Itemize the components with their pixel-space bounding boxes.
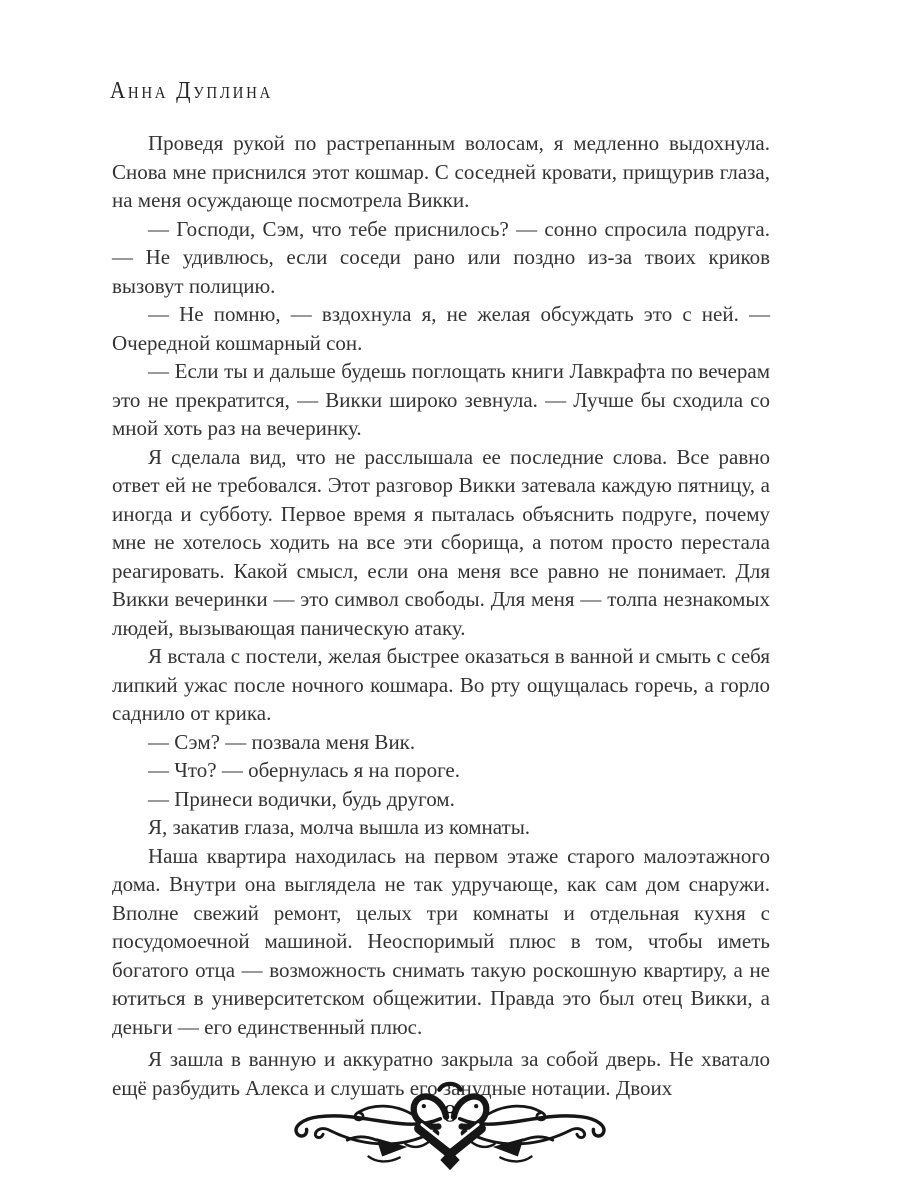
paragraph: — Если ты и дальше будешь поглощать книги Лавкрафта по вечерам это не прекратится, — Викки широко зевнула. — Лучше бы сходила со мной хоть раз на вечеринку.: [112, 359, 770, 440]
paragraph: Я встала с постели, желая быстрее оказаться в ванной и смыть с себя липкий ужас после ночного кошмара. Во рту ощущалась горечь, а горло саднило от крика.: [112, 644, 770, 725]
paragraph: — Господи, Сэм, что тебе приснилось? — сонно спросила подруга. — Не удивлюсь, если соседи рано или поздно из-за твоих криков вызовут полицию.: [112, 216, 770, 298]
page-number: 8: [443, 1100, 457, 1128]
flourish-divider-icon: [285, 1080, 615, 1174]
paragraph: Я сделала вид, что не расслышала ее последние слова. Все равно ответ ей не требовался. Этот разговор Викки затевала каждую пятницу, а иногда и субботу. Первое время я пыталась объяснить подруге, почему мне не хотелось ходить на все эти сборища, а потом просто перестала реагировать. Какой смысл, если она меня все равно не понимает. Для Викки вечеринки — это символ свободы. Для меня — толпа незнакомых людей, вызывающая паническую атаку.: [112, 444, 770, 640]
paragraph: — Не помню, — вздохнула я, не желая обсуждать это с ней. — Очередной кошмарный сон.: [112, 302, 770, 355]
paragraph: — Сэм? — позвала меня Вик.: [148, 729, 416, 754]
author-header: Анна Дуплина: [110, 78, 273, 104]
paragraph: Я, закатив глаза, молча вышла из комнаты.: [148, 815, 531, 839]
paragraph: Наша квартира находилась на первом этаже старого малоэтажного дома. Внутри она выглядела не так удручающе, как сам дом снаружи. Вполне свежий ремонт, целых три комнаты и отдельная кухня с посудомоечной машиной. Неоспоримый плюс в том, чтобы иметь богатого отца — возможность снимать такую роскошную квартиру, а не ютиться в университетском общежитии. Правда это был отец Викки, а деньги — его единственный плюс.: [112, 843, 770, 1039]
paragraph: — Что? — обернулась я на пороге.: [148, 758, 460, 782]
page-text: [112, 129, 770, 1102]
paragraph: Проведя рукой по растрепанным волосам, я медленно выдохнула. Снова мне приснился этот кошмар. С соседней кровати, прищурив глаза, на меня осуждающе посмотрела Викки.: [112, 131, 770, 212]
footer-ornament: [0, 1080, 900, 1174]
paragraph: Я зашла в ванную и аккуратно закрыла за собой дверь. Не хватало ещё разбудить Алекса и слушать его занудные нотации. Двоих: [112, 1047, 770, 1100]
paragraph: — Принеси водички, будь другом.: [148, 786, 455, 811]
